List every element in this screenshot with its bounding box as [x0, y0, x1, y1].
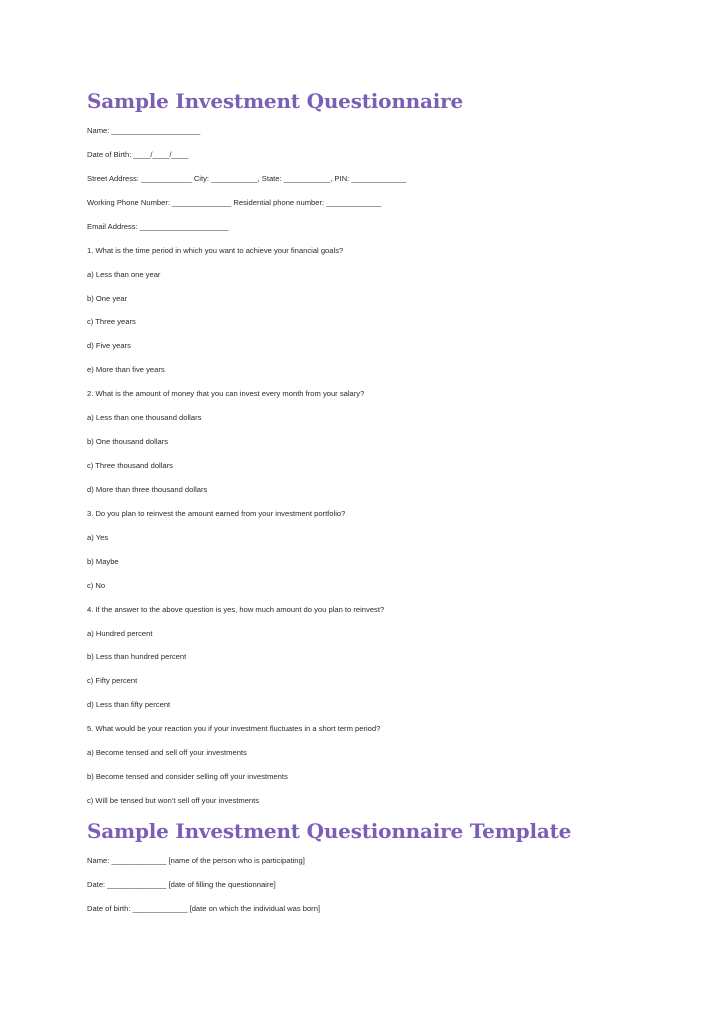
- option-line: e) More than five years: [87, 365, 165, 374]
- question-3: 3. Do you plan to reinvest the amount earned from your investment portfolio?: [87, 509, 346, 518]
- option-line: c) Three years: [87, 317, 136, 326]
- template-name-line: Name: _____________ [name of the person who is participating]: [87, 856, 305, 865]
- address-field-line: Street Address: ____________ City: ___________, State: ___________, PIN: _____________: [87, 174, 407, 183]
- option-line: d) Less than fifty percent: [87, 700, 171, 709]
- option-line: b) Less than hundred percent: [87, 652, 187, 661]
- option-line: b) One thousand dollars: [87, 437, 169, 446]
- template-dob-line: Date of birth: _____________ [date on which the individual was born]: [87, 904, 321, 913]
- option-line: a) Less than one year: [87, 270, 161, 279]
- template-date-line: Date: ______________ [date of filling the questionnaire]: [87, 880, 276, 889]
- option-line: d) More than three thousand dollars: [87, 485, 208, 494]
- option-line: c) No: [87, 581, 106, 590]
- name-field-line: Name: _____________________: [87, 126, 201, 135]
- section-title: Sample Investment Questionnaire: [87, 89, 464, 113]
- option-line: c) Will be tensed but won’t sell off your investments: [87, 796, 260, 805]
- option-line: c) Fifty percent: [87, 676, 138, 685]
- option-line: b) Become tensed and consider selling off your investments: [87, 772, 288, 781]
- dob-field-line: Date of Birth: ____/____/____: [87, 150, 189, 159]
- question-5: 5. What would be your reaction you if your investment fluctuates in a short term period?: [87, 724, 381, 733]
- option-line: b) One year: [87, 294, 128, 303]
- option-line: d) Five years: [87, 341, 131, 350]
- section-title: Sample Investment Questionnaire Template: [87, 819, 572, 843]
- option-line: a) Yes: [87, 533, 109, 542]
- option-line: a) Hundred percent: [87, 629, 153, 638]
- option-line: b) Maybe: [87, 557, 119, 566]
- option-line: a) Become tensed and sell off your investments: [87, 748, 247, 757]
- phone-field-line: Working Phone Number: ______________ Residential phone number: _____________: [87, 198, 382, 207]
- question-1: 1. What is the time period in which you want to achieve your financial goals?: [87, 246, 344, 255]
- question-4: 4. If the answer to the above question is yes, how much amount do you plan to reinvest?: [87, 605, 385, 614]
- email-field-line: Email Address: _____________________: [87, 222, 229, 231]
- option-line: a) Less than one thousand dollars: [87, 413, 202, 422]
- question-2: 2. What is the amount of money that you can invest every month from your salary?: [87, 389, 365, 398]
- option-line: c) Three thousand dollars: [87, 461, 173, 470]
